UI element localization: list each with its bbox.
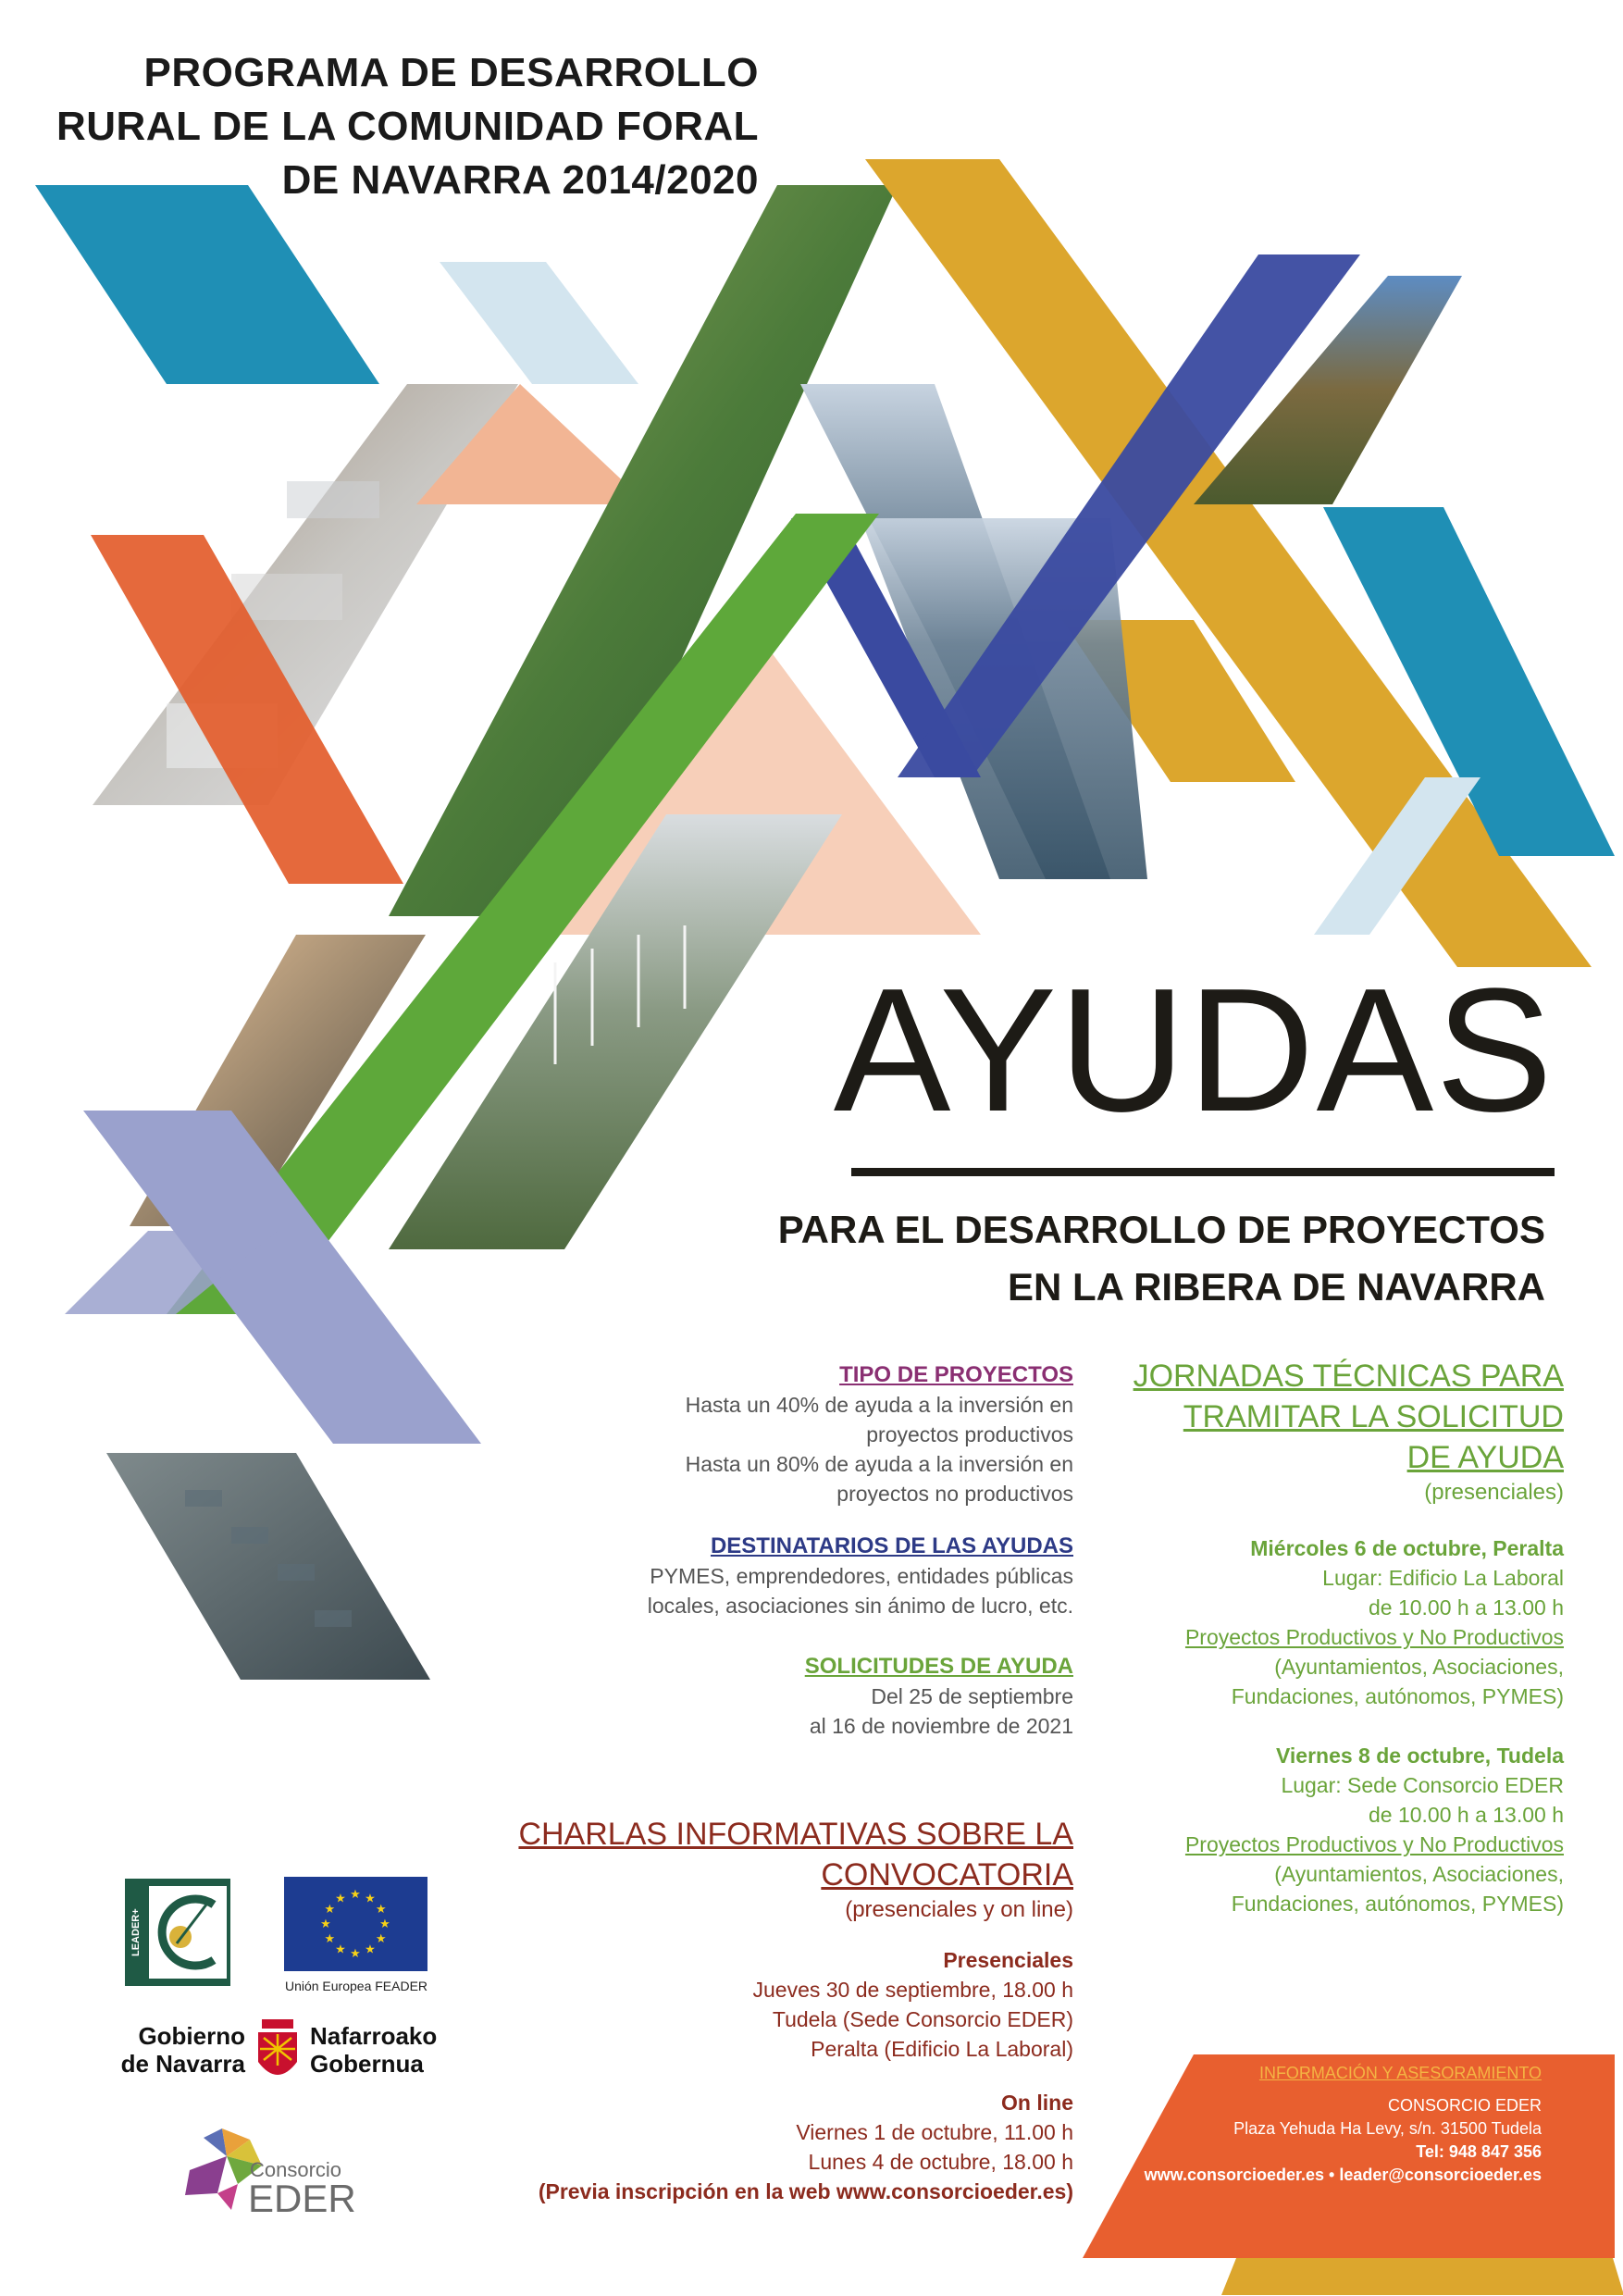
eu-stars-icon xyxy=(284,1877,427,1971)
charlas-presencial-1: Jueves 30 de septiembre, 18.00 h xyxy=(752,1978,1073,2002)
charlas-online-2: Lunes 4 de octubre, 18.00 h xyxy=(808,2150,1073,2174)
tipo-line-4: proyectos no productivos xyxy=(836,1482,1073,1506)
jornadas-section xyxy=(1073,1356,1564,1918)
gobierno-right-line-2: Gobernua xyxy=(310,2050,424,2078)
charlas-note: (presenciales y on line) xyxy=(845,1897,1073,1922)
charlas-online-1: Viernes 1 de octubre, 11.00 h xyxy=(796,2120,1073,2144)
title-rule xyxy=(851,1168,1555,1176)
eu-star: ★ xyxy=(324,1902,336,1916)
eu-star: ★ xyxy=(335,1891,346,1905)
destinatarios-heading: DESTINATARIOS DE LAS AYUDAS xyxy=(710,1533,1073,1558)
eu-star: ★ xyxy=(379,1917,390,1930)
charlas-online-label: On line xyxy=(1001,2091,1073,2115)
eu-label: Unión Europea FEADER xyxy=(284,1979,428,1993)
info-address: Plaza Yehuda Ha Levy, s/n. 31500 Tudela xyxy=(1233,2119,1542,2138)
destinatarios-section xyxy=(518,1532,1073,1620)
jornada-1-date: Miércoles 6 de octubre, Peralta xyxy=(1250,1536,1564,1560)
jornada-1-place: Lugar: Edificio La Laboral xyxy=(1322,1566,1564,1590)
destinatarios-line-2: locales, asociaciones sin ánimo de lucro, etc. xyxy=(647,1594,1073,1618)
program-title-line-1: PROGRAMA DE DESARROLLO xyxy=(143,50,759,95)
tipo-line-1: Hasta un 40% de ayuda a la inversión en xyxy=(685,1393,1073,1417)
eu-star: ★ xyxy=(375,1931,387,1945)
info-title: INFORMACIÓN Y ASESORAMIENTO xyxy=(1258,2064,1542,2082)
destinatarios-line-1: PYMES, emprendedores, entidades públicas xyxy=(650,1564,1073,1588)
subtitle-line-1: PARA EL DESARROLLO DE PROYECTOS xyxy=(777,1208,1545,1251)
jornadas-heading-line-3: DE AYUDA xyxy=(1406,1440,1564,1475)
tipo-line-3: Hasta un 80% de ayuda a la inversión en xyxy=(685,1452,1073,1476)
navarra-coat-of-arms-icon xyxy=(254,2016,301,2088)
jornada-2-place: Lugar: Sede Consorcio EDER xyxy=(1281,1773,1564,1797)
jornada-1-time: de 10.00 h a 13.00 h xyxy=(1368,1595,1564,1620)
jornada-2-time: de 10.00 h a 13.00 h xyxy=(1368,1803,1564,1827)
jornada-2-topic: Proyectos Productivos y No Productivos xyxy=(1184,1832,1564,1856)
leader-emblem-icon xyxy=(149,1886,227,1979)
gobierno-left-text xyxy=(120,2022,245,2078)
jornada-1-who-2: Fundaciones, autónomos, PYMES) xyxy=(1231,1684,1564,1708)
subtitle-line-2: EN LA RIBERA DE NAVARRA xyxy=(1007,1265,1545,1309)
eu-star: ★ xyxy=(350,1946,361,1960)
tipo-proyectos-section xyxy=(518,1360,1073,1508)
eu-star: ★ xyxy=(365,1942,376,1956)
charlas-inscripcion: (Previa inscripción en la web www.consorcioeder.es) xyxy=(538,2179,1073,2203)
charlas-heading-line-1: CHARLAS INFORMATIVAS SOBRE LA xyxy=(518,1817,1073,1852)
eu-star: ★ xyxy=(365,1891,376,1905)
jornada-session-1 xyxy=(1073,1533,1564,1711)
solicitudes-heading: SOLICITUDES DE AYUDA xyxy=(804,1654,1073,1679)
jornada-2-who-2: Fundaciones, autónomos, PYMES) xyxy=(1231,1892,1564,1916)
program-title-line-2: RURAL DE LA COMUNIDAD FORAL xyxy=(56,104,759,149)
consorcio-label: Consorcio xyxy=(250,2158,342,2181)
jornadas-heading-line-2: TRAMITAR LA SOLICITUD xyxy=(1183,1399,1564,1434)
gobierno-left-line-2: de Navarra xyxy=(120,2050,245,2078)
jornada-1-topic: Proyectos Productivos y No Productivos xyxy=(1184,1625,1564,1649)
subtitle xyxy=(722,1201,1545,1316)
eu-star: ★ xyxy=(320,1917,331,1930)
charlas-heading-line-2: CONVOCATORIA xyxy=(821,1857,1073,1893)
gobierno-right-text xyxy=(310,2022,458,2078)
charlas-presencial-3: Peralta (Edificio La Laboral) xyxy=(811,2037,1073,2061)
info-org: CONSORCIO EDER xyxy=(1387,2096,1542,2115)
eu-star: ★ xyxy=(350,1887,361,1901)
info-box xyxy=(1120,2062,1542,2187)
jornada-2-date: Viernes 8 de octubre, Tudela xyxy=(1275,1744,1564,1768)
main-title: AYUDAS xyxy=(833,952,1555,1148)
eu-star: ★ xyxy=(335,1942,346,1956)
jornadas-heading-line-1: JORNADAS TÉCNICAS PARA xyxy=(1133,1359,1564,1394)
jornada-2-who-1: (Ayuntamientos, Asociaciones, xyxy=(1274,1862,1564,1886)
solicitudes-line-1: Del 25 de septiembre xyxy=(871,1684,1073,1708)
leader-logo xyxy=(125,1879,230,1986)
program-title-line-3: DE NAVARRA 2014/2020 xyxy=(281,157,759,203)
charlas-presencial-2: Tudela (Sede Consorcio EDER) xyxy=(772,2007,1073,2031)
jornadas-note: (presenciales) xyxy=(1424,1480,1564,1505)
tipo-line-2: proyectos productivos xyxy=(866,1422,1073,1446)
eu-star: ★ xyxy=(375,1902,387,1916)
info-web-link[interactable]: www.consorcioeder.es • leader@consorcioeder.es xyxy=(1144,2166,1542,2184)
program-title xyxy=(56,46,759,207)
leader-logo-text: LEADER+ xyxy=(130,1908,142,1956)
solicitudes-section xyxy=(518,1652,1073,1741)
jornada-1-who-1: (Ayuntamientos, Asociaciones, xyxy=(1274,1655,1564,1679)
charlas-section xyxy=(518,1814,1073,2206)
teal-band-top-left xyxy=(35,185,379,384)
eu-flag-logo xyxy=(284,1877,427,1971)
jornada-session-2 xyxy=(1073,1741,1564,1918)
lightblue-band-top xyxy=(440,262,638,384)
charlas-presenciales-label: Presenciales xyxy=(943,1948,1073,1972)
gobierno-right-line-1: Nafarroako xyxy=(310,2022,438,2050)
tipo-proyectos-heading: TIPO DE PROYECTOS xyxy=(839,1362,1073,1387)
solar-photo-band xyxy=(106,1453,430,1680)
info-tel: Tel: 948 847 356 xyxy=(1416,2142,1542,2161)
eder-label: EDER xyxy=(248,2177,356,2220)
gobierno-left-line-1: Gobierno xyxy=(138,2022,245,2050)
solicitudes-line-2: al 16 de noviembre de 2021 xyxy=(809,1714,1073,1738)
eu-star: ★ xyxy=(324,1931,336,1945)
